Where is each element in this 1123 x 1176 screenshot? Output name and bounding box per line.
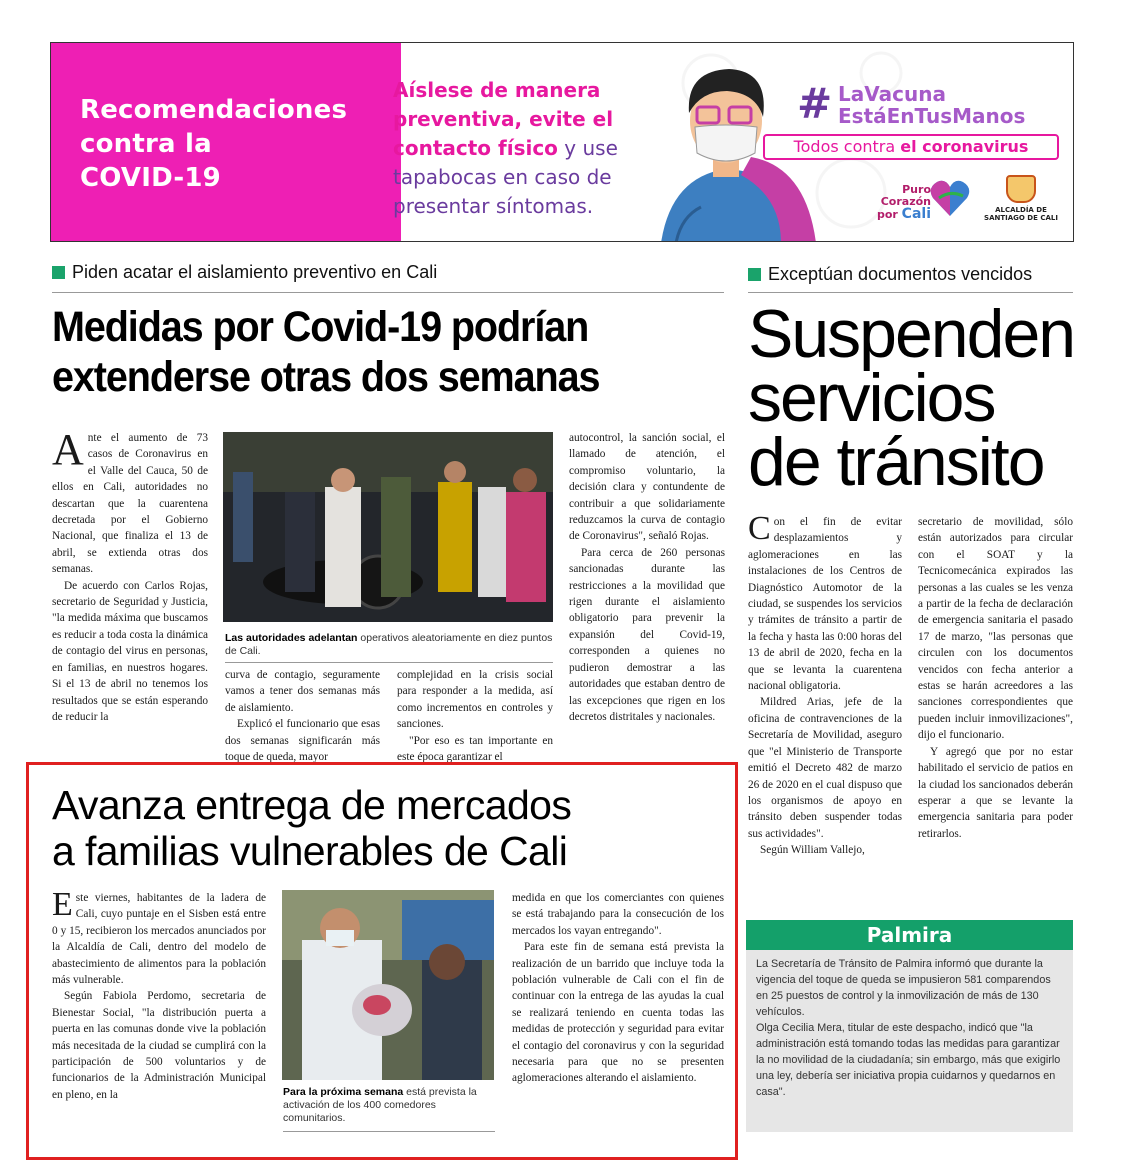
caption-text: operativos aleatoriamente en diez puntos de Cali. bbox=[225, 632, 553, 657]
paragraph: La Secretaría de Tránsito de Palmira informó que durante la vigencia del toque de queda se impusieron 581 comparendos en 25 puestos de control y la inmovilización de más de 130 vehículos. bbox=[756, 958, 1051, 1018]
paragraph: Para este fin de semana está prevista la realización de un barrido que incluye toda la población vulnerable de Cali con el fin de continuar con la entrega de las ayudas la cual se realizará teniendo en cuenta todas las medidas de protección y seguridad para evitar el contagio del coronavirus y con la seguridad necesaria para que no se presenten aglomeraciones alterando el aislamiento. bbox=[512, 941, 724, 1085]
seal-text: ALCALDÍA DE SANTIAGO DE CALI bbox=[984, 206, 1058, 222]
banner-title: Recomendaciones contra la COVID-19 bbox=[80, 95, 348, 193]
caption-rule bbox=[225, 662, 553, 663]
police-checkpoint-photo bbox=[223, 432, 553, 622]
paragraph: De acuerdo con Carlos Rojas, secretario de Seguridad y Justicia, "la medida máxima que buscamos es reducir a toda costa la dinámica de contagio del virus en personas, en familias, en nuestros hogares. Si el 13 de abril no tenemos los resultados que se están esperando de reducir la bbox=[52, 579, 208, 723]
police-checkpoint-image bbox=[223, 432, 553, 622]
caption-rule bbox=[283, 1131, 495, 1132]
right-article-col1 bbox=[748, 514, 902, 908]
food-delivery-image bbox=[282, 890, 494, 1080]
paragraph: autocontrol, la sanción social, el llamado de atención, el compromiso voluntario, la decisión clara y contundente de contribuir a que solidariamente reduzcamos la curva de contagio de Coronavirus", señaló Rojas. bbox=[569, 432, 725, 543]
left-article-col2 bbox=[225, 667, 380, 764]
logo-corazon-text: Corazón bbox=[880, 195, 931, 208]
covid-banner bbox=[50, 42, 1074, 242]
paragraph: complejidad en la crisis social para responder a la medida, así como incrementos en controles y sanciones. bbox=[397, 669, 553, 731]
box-headline: Avanza entrega de mercados a familias vulnerables de Cali bbox=[52, 782, 572, 874]
paragraph: Para cerca de 260 personas sancionadas durante las restricciones a la movilidad que rigen durante el aislamiento obligatorio para prevenir la expansión del Covid-19, corresponden a quienes no pudieron demostrar a las autoridades que estaban dentro de las excepciones que rigen en los decretos distritales y nacionales. bbox=[569, 546, 725, 723]
logo-cali-text: Cali bbox=[901, 206, 931, 222]
paragraph: curva de contagio, seguramente vamos a tener dos semanas más de aislamiento. bbox=[225, 669, 380, 714]
left-article-col4 bbox=[569, 430, 725, 764]
paragraph: ste viernes, habitantes de la ladera de Cali, cuyo puntaje en el Sisben está entre 0 y 15, recibieron los mercados anunciados por la Alcaldía de Cali, dentro del modelo de abastecimiento de alimentos para la población más vulnerable. bbox=[52, 892, 266, 987]
right-kicker-text: Exceptúan documentos vencidos bbox=[768, 264, 1033, 284]
slogan-prefix: Todos contra bbox=[793, 137, 901, 156]
paragraph: Según Fabiola Perdomo, secretaria de Bienestar Social, "la distribución puerta a puerta en las comunas donde vive la población más necesitada de la ciudad se cumplirá con la participación de 500 voluntarios y de funcionarios de la Administración Municipal en pleno, en la bbox=[52, 990, 266, 1101]
paragraph: Olga Cecilia Mera, titular de este despacho, indicó que "la administración está tomando todas las medidas para garantizar la no movilidad de la ciudadanía; sin embargo, más que exigirlo una ley, debería ser iniciativa propia cuidarnos y quedarnos en casa". bbox=[756, 1022, 1061, 1098]
paragraph: Y agregó que por no estar habilitado el servicio de patios en la ciudad los sancionados deberán esperar a que se levante la emergencia sanitaria para poder retirarlos. bbox=[918, 745, 1073, 840]
caption-text: está prevista la activación de los 400 comedores comunitarios. bbox=[283, 1086, 477, 1124]
box-article-col3 bbox=[512, 890, 724, 1134]
logo-puro-text: Puro bbox=[902, 183, 931, 196]
paragraph: medida en que los comerciantes con quienes se está trabajando para la consecución de los mercados los vayan entregando". bbox=[512, 892, 724, 937]
paragraph: nte el aumento de 73 casos de Coronavirus en el Valle del Cauca, 50 de ellos en Cali, autoridades no descartan que la cuarentena decretada por el Gobierno Nacional, que finaliza el 13 de abril, se extienda otras dos semanas. bbox=[52, 432, 208, 576]
box-article-col1 bbox=[52, 890, 266, 1134]
left-kicker-rule bbox=[52, 292, 724, 293]
main-headline: Medidas por Covid-19 podrían extenderse otras dos semanas bbox=[52, 303, 600, 401]
dropcap: E bbox=[52, 890, 73, 923]
green-square-icon bbox=[748, 268, 761, 281]
paragraph: on el fin de evitar desplazamientos y aglomeraciones en las instalaciones de los Centros de Diagnóstico Automotor de la ciudad, se suspendes los servicios y trámites de tránsito a partir de la fecha y hasta las 0:00 horas del 13 de abril de 2020, fecha en la que se levanta la cuarentena nacional obligatoria. bbox=[748, 516, 902, 693]
banner-recommendation-rest: y use tapabocas en caso de presentar síntomas. bbox=[393, 136, 618, 218]
left-kicker-text: Piden acatar el aislamiento preventivo en Cali bbox=[72, 262, 438, 282]
puro-corazon-logo bbox=[871, 178, 971, 222]
caption-bold: Las autoridades adelantan bbox=[225, 632, 358, 644]
left-article-col3 bbox=[397, 667, 553, 764]
dropcap: A bbox=[52, 430, 84, 474]
right-headline: Suspenden servicios de tránsito bbox=[748, 296, 1075, 500]
slogan-bar bbox=[763, 134, 1059, 160]
banner-recommendation-bold: Aíslese de manera preventiva, evite el contacto físico bbox=[393, 78, 614, 160]
paragraph: secretario de movilidad, sólo están autorizados para circular con el SOAT y la Tecnicomecánica expirados las personas a las cuales se les venza a partir de la fecha de declaración de emergencia sanitaria el pasado 17 de marzo, "las personas que circulen con los documentos vencidos con fecha anterior a estas se harán acreedores a las sanciones correspondientes que pueden incluir inmovilizaciones", dijo el funcionario. bbox=[918, 516, 1073, 742]
right-kicker bbox=[748, 263, 1032, 285]
coat-of-arms-icon bbox=[1006, 175, 1036, 203]
alcaldia-seal bbox=[966, 175, 1074, 235]
paragraph: Explicó el funcionario que esas dos semanas significarán más toque de queda, mayor bbox=[225, 718, 380, 764]
green-square-icon bbox=[52, 266, 65, 279]
palmira-title: Palmira bbox=[746, 920, 1073, 950]
banner-pink-panel bbox=[51, 43, 401, 241]
dropcap: C bbox=[748, 514, 771, 547]
hashtag-symbol: # bbox=[797, 79, 833, 128]
banner-recommendation bbox=[393, 76, 643, 221]
left-photo-caption bbox=[225, 632, 555, 658]
caption-bold: Para la próxima semana bbox=[283, 1086, 404, 1098]
box-photo-caption bbox=[283, 1086, 495, 1125]
logo-por-text: por bbox=[876, 208, 898, 221]
palmira-brief bbox=[746, 950, 1073, 1132]
heart-icon bbox=[929, 178, 971, 218]
paragraph: Mildred Arias, jefe de la oficina de contravenciones de la Secretaría de Movilidad, aseguro que "el Ministerio de Transporte emitió el Decreto 482 de marzo 26 de 2020 en el cual dispuso que los organismos de apoyo en tránsito deben suspender todas sus actividades". bbox=[748, 696, 902, 840]
hashtag-text: LaVacuna EstáEnTusManos bbox=[838, 82, 1026, 128]
paragraph: Según William Vallejo, bbox=[760, 844, 865, 857]
left-kicker bbox=[52, 261, 437, 283]
right-article-col2 bbox=[918, 514, 1073, 908]
paragraph: "Por eso es tan importante en este época garantizar el bbox=[397, 734, 553, 764]
slogan-bold: el coronavirus bbox=[900, 137, 1029, 156]
left-article-col1 bbox=[52, 430, 208, 764]
right-kicker-rule bbox=[748, 292, 1073, 293]
food-delivery-photo bbox=[282, 890, 494, 1080]
